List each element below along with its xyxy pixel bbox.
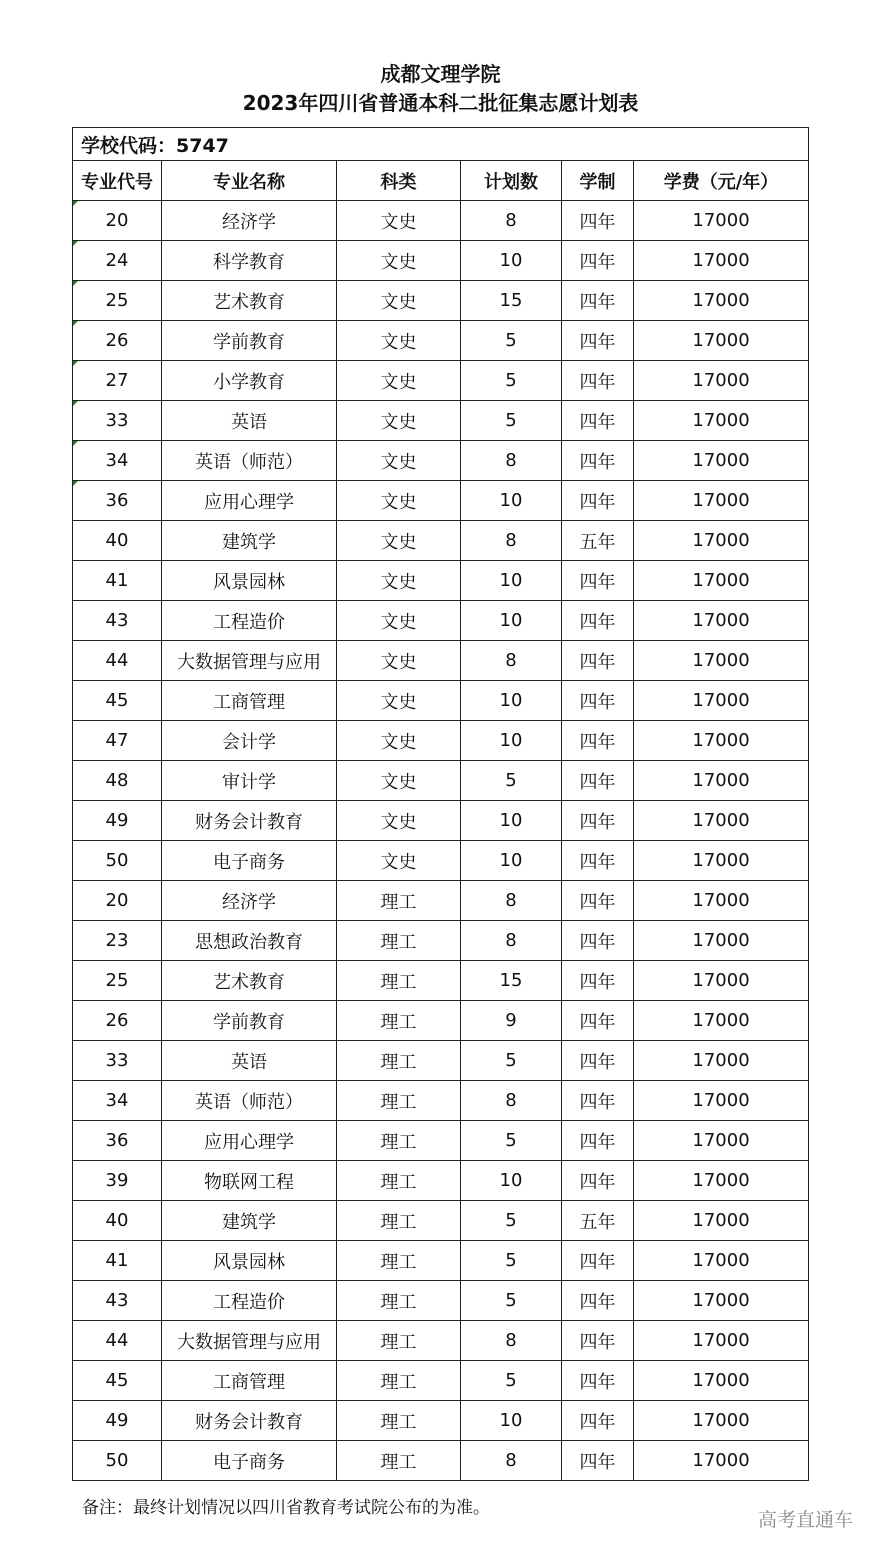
major-code: 23 bbox=[73, 921, 162, 961]
major-code: 27 bbox=[73, 361, 162, 401]
major-name: 英语（师范） bbox=[162, 441, 337, 481]
plan-count: 15 bbox=[461, 281, 562, 321]
major-name: 学前教育 bbox=[162, 321, 337, 361]
duration: 四年 bbox=[562, 1441, 634, 1481]
tuition: 17000 bbox=[634, 1321, 809, 1361]
table-body bbox=[73, 201, 809, 1481]
tuition: 17000 bbox=[634, 1041, 809, 1081]
tuition: 17000 bbox=[634, 1281, 809, 1321]
category: 文史 bbox=[337, 841, 461, 881]
major-name: 科学教育 bbox=[162, 241, 337, 281]
major-name: 风景园林 bbox=[162, 1241, 337, 1281]
duration: 四年 bbox=[562, 201, 634, 241]
header-major-name: 专业名称 bbox=[162, 161, 337, 201]
major-code: 41 bbox=[73, 561, 162, 601]
plan-count: 9 bbox=[461, 1001, 562, 1041]
tuition: 17000 bbox=[634, 641, 809, 681]
duration: 四年 bbox=[562, 921, 634, 961]
table-row bbox=[73, 1401, 809, 1441]
duration: 四年 bbox=[562, 401, 634, 441]
table-row bbox=[73, 1001, 809, 1041]
major-code: 48 bbox=[73, 761, 162, 801]
header-major-code: 专业代号 bbox=[73, 161, 162, 201]
tuition: 17000 bbox=[634, 841, 809, 881]
major-code: 20 bbox=[73, 201, 162, 241]
tuition: 17000 bbox=[634, 1001, 809, 1041]
major-name: 工商管理 bbox=[162, 1361, 337, 1401]
major-name: 工程造价 bbox=[162, 1281, 337, 1321]
major-name: 电子商务 bbox=[162, 841, 337, 881]
document-title: 成都文理学院 bbox=[380, 62, 501, 86]
plan-count: 10 bbox=[461, 601, 562, 641]
table-row bbox=[73, 961, 809, 1001]
major-name: 经济学 bbox=[162, 881, 337, 921]
category: 理工 bbox=[337, 881, 461, 921]
major-code: 44 bbox=[73, 1321, 162, 1361]
duration: 四年 bbox=[562, 481, 634, 521]
category: 文史 bbox=[337, 401, 461, 441]
tuition: 17000 bbox=[634, 481, 809, 521]
tuition: 17000 bbox=[634, 561, 809, 601]
table-row bbox=[73, 521, 809, 561]
plan-count: 10 bbox=[461, 481, 562, 521]
major-code: 25 bbox=[73, 961, 162, 1001]
tuition: 17000 bbox=[634, 1121, 809, 1161]
plan-count: 10 bbox=[461, 841, 562, 881]
table-row bbox=[73, 281, 809, 321]
major-code: 40 bbox=[73, 1201, 162, 1241]
duration: 四年 bbox=[562, 961, 634, 1001]
category: 理工 bbox=[337, 1121, 461, 1161]
major-name: 艺术教育 bbox=[162, 961, 337, 1001]
tuition: 17000 bbox=[634, 721, 809, 761]
table-row bbox=[73, 1081, 809, 1121]
duration: 四年 bbox=[562, 1401, 634, 1441]
enrollment-plan-table bbox=[72, 127, 809, 1481]
table-row bbox=[73, 1041, 809, 1081]
table-row bbox=[73, 841, 809, 881]
plan-count: 5 bbox=[461, 321, 562, 361]
plan-count: 15 bbox=[461, 961, 562, 1001]
plan-count: 10 bbox=[461, 721, 562, 761]
plan-count: 10 bbox=[461, 1401, 562, 1441]
category: 文史 bbox=[337, 481, 461, 521]
plan-count: 10 bbox=[461, 681, 562, 721]
table-row bbox=[73, 1321, 809, 1361]
major-code: 26 bbox=[73, 321, 162, 361]
major-name: 风景园林 bbox=[162, 561, 337, 601]
table-row bbox=[73, 1121, 809, 1161]
duration: 四年 bbox=[562, 1321, 634, 1361]
category: 理工 bbox=[337, 1201, 461, 1241]
tuition: 17000 bbox=[634, 1401, 809, 1441]
major-name: 应用心理学 bbox=[162, 1121, 337, 1161]
duration: 四年 bbox=[562, 441, 634, 481]
plan-count: 5 bbox=[461, 401, 562, 441]
duration: 四年 bbox=[562, 841, 634, 881]
major-name: 物联网工程 bbox=[162, 1161, 337, 1201]
duration: 四年 bbox=[562, 1241, 634, 1281]
duration: 四年 bbox=[562, 681, 634, 721]
category: 文史 bbox=[337, 241, 461, 281]
table-row bbox=[73, 1361, 809, 1401]
plan-count: 8 bbox=[461, 441, 562, 481]
table-row bbox=[73, 481, 809, 521]
duration: 四年 bbox=[562, 641, 634, 681]
tuition: 17000 bbox=[634, 761, 809, 801]
duration: 四年 bbox=[562, 801, 634, 841]
tuition: 17000 bbox=[634, 401, 809, 441]
table-row bbox=[73, 1241, 809, 1281]
major-name: 会计学 bbox=[162, 721, 337, 761]
tuition: 17000 bbox=[634, 601, 809, 641]
table-row bbox=[73, 921, 809, 961]
major-code: 20 bbox=[73, 881, 162, 921]
table-row bbox=[73, 681, 809, 721]
table-header-row bbox=[73, 161, 809, 201]
category: 文史 bbox=[337, 761, 461, 801]
major-code: 43 bbox=[73, 601, 162, 641]
header-plan-count: 计划数 bbox=[461, 161, 562, 201]
plan-count: 8 bbox=[461, 1081, 562, 1121]
plan-count: 5 bbox=[461, 1241, 562, 1281]
major-code: 25 bbox=[73, 281, 162, 321]
tuition: 17000 bbox=[634, 961, 809, 1001]
table-row bbox=[73, 1281, 809, 1321]
major-code: 36 bbox=[73, 481, 162, 521]
table-row bbox=[73, 441, 809, 481]
tuition: 17000 bbox=[634, 1361, 809, 1401]
table-row bbox=[73, 1441, 809, 1481]
major-name: 工程造价 bbox=[162, 601, 337, 641]
plan-count: 5 bbox=[461, 1201, 562, 1241]
category: 理工 bbox=[337, 1161, 461, 1201]
table-row bbox=[73, 721, 809, 761]
plan-count: 8 bbox=[461, 1441, 562, 1481]
major-code: 33 bbox=[73, 401, 162, 441]
header-category: 科类 bbox=[337, 161, 461, 201]
watermark: 高考直通车 bbox=[757, 1509, 853, 1531]
major-name: 财务会计教育 bbox=[162, 801, 337, 841]
footnote: 备注：最终计划情况以四川省教育考试院公布的为准。 bbox=[82, 1498, 490, 1518]
duration: 四年 bbox=[562, 361, 634, 401]
category: 文史 bbox=[337, 441, 461, 481]
category: 理工 bbox=[337, 921, 461, 961]
table-row bbox=[73, 321, 809, 361]
plan-count: 8 bbox=[461, 201, 562, 241]
major-code: 41 bbox=[73, 1241, 162, 1281]
major-code: 36 bbox=[73, 1121, 162, 1161]
table-row bbox=[73, 201, 809, 241]
category: 文史 bbox=[337, 361, 461, 401]
major-name: 电子商务 bbox=[162, 1441, 337, 1481]
major-code: 50 bbox=[73, 1441, 162, 1481]
tuition: 17000 bbox=[634, 1161, 809, 1201]
plan-count: 10 bbox=[461, 241, 562, 281]
tuition: 17000 bbox=[634, 241, 809, 281]
major-code: 49 bbox=[73, 801, 162, 841]
major-name: 建筑学 bbox=[162, 521, 337, 561]
major-name: 英语 bbox=[162, 1041, 337, 1081]
major-code: 45 bbox=[73, 681, 162, 721]
plan-count: 8 bbox=[461, 921, 562, 961]
major-name: 大数据管理与应用 bbox=[162, 641, 337, 681]
category: 文史 bbox=[337, 561, 461, 601]
category: 文史 bbox=[337, 521, 461, 561]
major-code: 26 bbox=[73, 1001, 162, 1041]
major-code: 24 bbox=[73, 241, 162, 281]
plan-count: 5 bbox=[461, 761, 562, 801]
major-code: 50 bbox=[73, 841, 162, 881]
plan-count: 8 bbox=[461, 881, 562, 921]
category: 理工 bbox=[337, 961, 461, 1001]
table-row bbox=[73, 241, 809, 281]
major-code: 40 bbox=[73, 521, 162, 561]
plan-count: 5 bbox=[461, 1361, 562, 1401]
category: 文史 bbox=[337, 801, 461, 841]
tuition: 17000 bbox=[634, 521, 809, 561]
major-code: 47 bbox=[73, 721, 162, 761]
tuition: 17000 bbox=[634, 921, 809, 961]
table-row bbox=[73, 881, 809, 921]
duration: 四年 bbox=[562, 281, 634, 321]
duration: 四年 bbox=[562, 1281, 634, 1321]
tuition: 17000 bbox=[634, 681, 809, 721]
table-row bbox=[73, 401, 809, 441]
plan-count: 5 bbox=[461, 361, 562, 401]
table-row bbox=[73, 801, 809, 841]
table-row bbox=[73, 761, 809, 801]
category: 理工 bbox=[337, 1401, 461, 1441]
duration: 四年 bbox=[562, 1001, 634, 1041]
category: 理工 bbox=[337, 1361, 461, 1401]
plan-count: 10 bbox=[461, 1161, 562, 1201]
category: 理工 bbox=[337, 1321, 461, 1361]
major-code: 44 bbox=[73, 641, 162, 681]
duration: 四年 bbox=[562, 761, 634, 801]
category: 文史 bbox=[337, 321, 461, 361]
duration: 五年 bbox=[562, 1201, 634, 1241]
category: 文史 bbox=[337, 721, 461, 761]
tuition: 17000 bbox=[634, 1241, 809, 1281]
table-row bbox=[73, 361, 809, 401]
major-code: 43 bbox=[73, 1281, 162, 1321]
major-name: 工商管理 bbox=[162, 681, 337, 721]
table-row bbox=[73, 561, 809, 601]
duration: 四年 bbox=[562, 881, 634, 921]
tuition: 17000 bbox=[634, 1201, 809, 1241]
category: 文史 bbox=[337, 641, 461, 681]
major-name: 学前教育 bbox=[162, 1001, 337, 1041]
plan-count: 5 bbox=[461, 1121, 562, 1161]
major-code: 34 bbox=[73, 1081, 162, 1121]
major-name: 英语 bbox=[162, 401, 337, 441]
tuition: 17000 bbox=[634, 801, 809, 841]
school-code: 学校代码：5747 bbox=[73, 128, 809, 161]
tuition: 17000 bbox=[634, 201, 809, 241]
category: 理工 bbox=[337, 1281, 461, 1321]
header-tuition: 学费（元/年） bbox=[634, 161, 809, 201]
major-name: 思想政治教育 bbox=[162, 921, 337, 961]
major-name: 艺术教育 bbox=[162, 281, 337, 321]
table-row bbox=[73, 1201, 809, 1241]
major-code: 33 bbox=[73, 1041, 162, 1081]
table-row bbox=[73, 641, 809, 681]
major-name: 审计学 bbox=[162, 761, 337, 801]
tuition: 17000 bbox=[634, 1081, 809, 1121]
major-name: 建筑学 bbox=[162, 1201, 337, 1241]
plan-count: 5 bbox=[461, 1281, 562, 1321]
table-row bbox=[73, 1161, 809, 1201]
plan-count: 10 bbox=[461, 561, 562, 601]
category: 理工 bbox=[337, 1081, 461, 1121]
major-code: 34 bbox=[73, 441, 162, 481]
duration: 五年 bbox=[562, 521, 634, 561]
major-name: 应用心理学 bbox=[162, 481, 337, 521]
category: 文史 bbox=[337, 681, 461, 721]
tuition: 17000 bbox=[634, 1441, 809, 1481]
category: 理工 bbox=[337, 1241, 461, 1281]
tuition: 17000 bbox=[634, 281, 809, 321]
category: 理工 bbox=[337, 1001, 461, 1041]
tuition: 17000 bbox=[634, 441, 809, 481]
duration: 四年 bbox=[562, 1161, 634, 1201]
plan-count: 8 bbox=[461, 521, 562, 561]
table-row bbox=[73, 601, 809, 641]
plan-count: 8 bbox=[461, 1321, 562, 1361]
document-subtitle: 2023年四川省普通本科二批征集志愿计划表 bbox=[242, 91, 639, 115]
plan-count: 10 bbox=[461, 801, 562, 841]
major-name: 大数据管理与应用 bbox=[162, 1321, 337, 1361]
tuition: 17000 bbox=[634, 881, 809, 921]
major-code: 49 bbox=[73, 1401, 162, 1441]
duration: 四年 bbox=[562, 1081, 634, 1121]
major-name: 英语（师范） bbox=[162, 1081, 337, 1121]
major-code: 39 bbox=[73, 1161, 162, 1201]
duration: 四年 bbox=[562, 1121, 634, 1161]
duration: 四年 bbox=[562, 561, 634, 601]
category: 理工 bbox=[337, 1441, 461, 1481]
tuition: 17000 bbox=[634, 361, 809, 401]
major-code: 45 bbox=[73, 1361, 162, 1401]
duration: 四年 bbox=[562, 241, 634, 281]
duration: 四年 bbox=[562, 1361, 634, 1401]
duration: 四年 bbox=[562, 1041, 634, 1081]
category: 文史 bbox=[337, 601, 461, 641]
duration: 四年 bbox=[562, 321, 634, 361]
tuition: 17000 bbox=[634, 321, 809, 361]
plan-count: 5 bbox=[461, 1041, 562, 1081]
category: 文史 bbox=[337, 281, 461, 321]
major-name: 小学教育 bbox=[162, 361, 337, 401]
duration: 四年 bbox=[562, 601, 634, 641]
category: 理工 bbox=[337, 1041, 461, 1081]
plan-count: 8 bbox=[461, 641, 562, 681]
header-duration: 学制 bbox=[562, 161, 634, 201]
major-name: 财务会计教育 bbox=[162, 1401, 337, 1441]
duration: 四年 bbox=[562, 721, 634, 761]
category: 文史 bbox=[337, 201, 461, 241]
major-name: 经济学 bbox=[162, 201, 337, 241]
